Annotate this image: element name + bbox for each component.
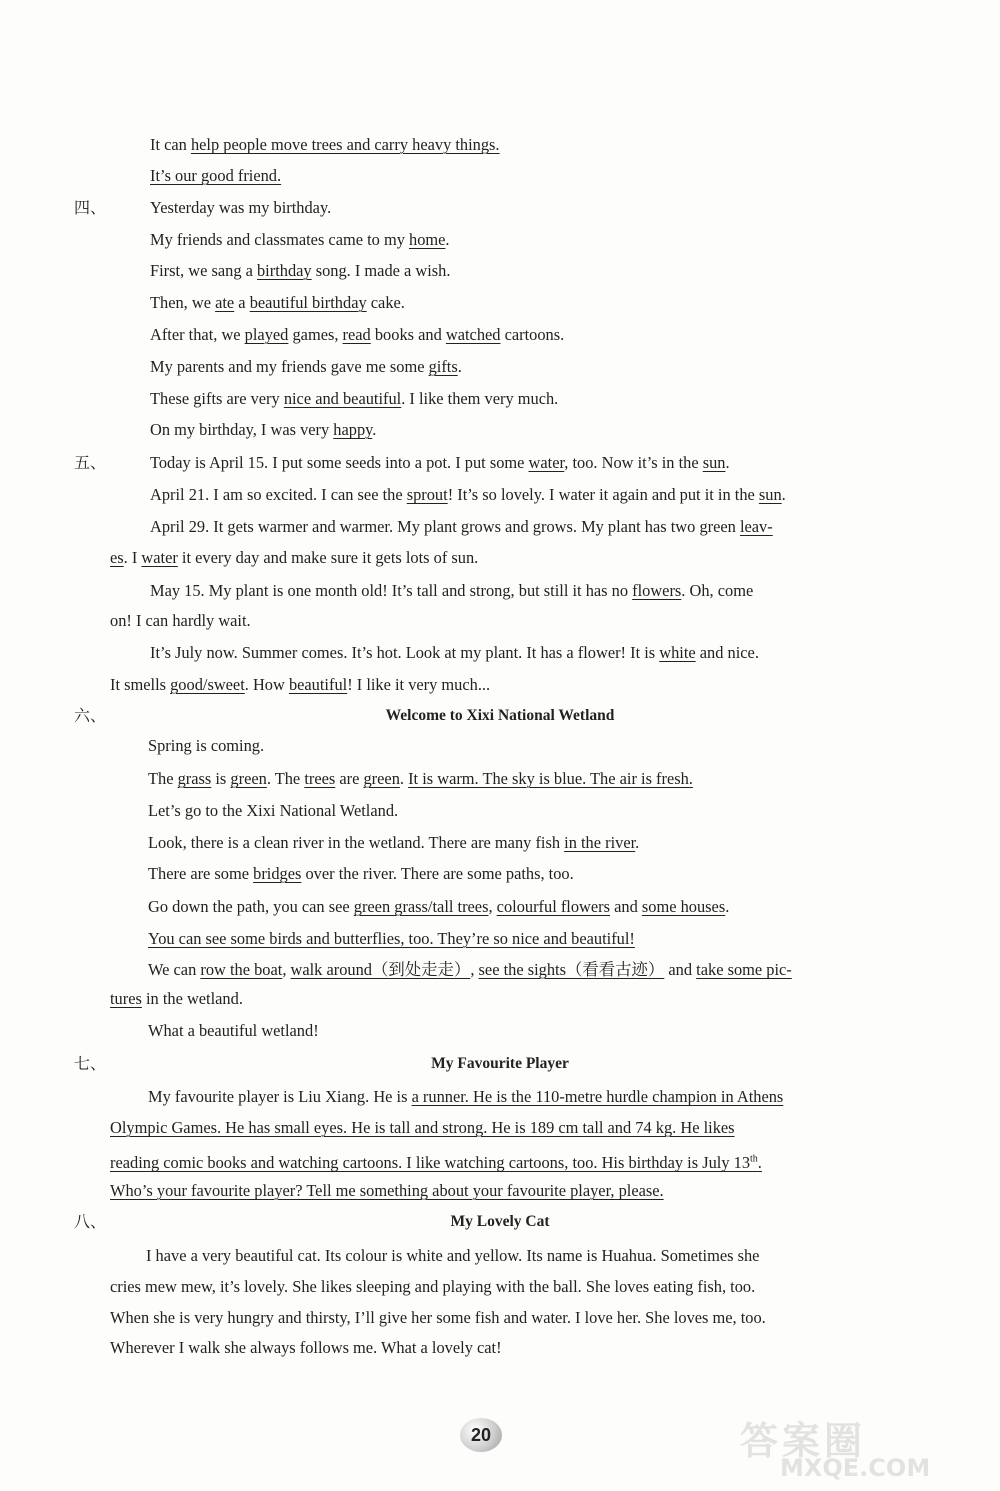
s6-title: Welcome to Xixi National Wetland bbox=[385, 707, 615, 724]
watermark-text: MXQE.COM bbox=[780, 1454, 931, 1482]
top-line-2: It’s our good friend. bbox=[150, 166, 282, 185]
s5-line-7: It’s July now. Summer comes. It’s hot. Look at my plant. It has a flower! It is white and nice. bbox=[150, 643, 759, 662]
s8-line-1: I have a very beautiful cat. Its colour is white and yellow. Its name is Huahua. Sometimes she bbox=[146, 1246, 760, 1265]
page-number-badge bbox=[460, 1418, 502, 1452]
s5-line-3: April 29. It gets warmer and warmer. My plant grows and grows. My plant has two green leav- bbox=[150, 517, 773, 536]
watermark-logo bbox=[740, 1410, 988, 1482]
section-7-label: 七、 bbox=[74, 1054, 107, 1073]
s7-line-4: Who’s your favourite player? Tell me something about your favourite player, please. bbox=[110, 1181, 664, 1200]
s6-line-2: The grass is green. The trees are green. It is warm. The sky is blue. The air is fresh. bbox=[148, 769, 693, 788]
s6-line-9: tures in the wetland. bbox=[110, 989, 243, 1008]
s8-line-2: cries mew mew, it’s lovely. She likes sleeping and playing with the ball. She loves eating fish, too. bbox=[110, 1277, 756, 1296]
s7-line-1: My favourite player is Liu Xiang. He is a runner. He is the 110-metre hurdle champion in Athens bbox=[148, 1087, 784, 1106]
s6-line-5: There are some bridges over the river. There are some paths, too. bbox=[148, 864, 574, 883]
s4-line-5: After that, we played games, read books and watched cartoons. bbox=[150, 325, 565, 344]
s6-line-4: Look, there is a clean river in the wetland. There are many fish in the river. bbox=[148, 833, 640, 852]
s5-line-2: April 21. I am so excited. I can see the sprout! It’s so lovely. I water it again and put it in the sun. bbox=[150, 485, 786, 504]
page-number: 20 bbox=[470, 1424, 492, 1445]
s4-line-1: Yesterday was my birthday. bbox=[150, 198, 332, 217]
s5-line-6: on! I can hardly wait. bbox=[110, 611, 251, 630]
s6-line-3: Let’s go to the Xixi National Wetland. bbox=[148, 801, 399, 820]
section-4-label: 四、 bbox=[74, 198, 107, 217]
s7-line-3: reading comic books and watching cartoons. I like watching cartoons, too. His birthday is July 13th. bbox=[110, 1153, 762, 1173]
top-line-1: It can help people move trees and carry heavy things. bbox=[150, 135, 500, 154]
s7-line-2: Olympic Games. He has small eyes. He is tall and strong. He is 189 cm tall and 74 kg. He likes bbox=[110, 1118, 735, 1137]
section-5-label: 五、 bbox=[74, 453, 107, 472]
s5-line-1: Today is April 15. I put some seeds into a pot. I put some water, too. Now it’s in the sun. bbox=[150, 453, 730, 472]
s4-line-3: First, we sang a birthday song. I made a wish. bbox=[150, 261, 451, 280]
s4-line-8: On my birthday, I was very happy. bbox=[150, 420, 377, 439]
s8-line-4: Wherever I walk she always follows me. What a lovely cat! bbox=[110, 1338, 502, 1357]
s6-line-6: Go down the path, you can see green grass/tall trees, colourful flowers and some houses. bbox=[148, 897, 730, 916]
s8-title: My Lovely Cat bbox=[450, 1213, 550, 1230]
s6-line-7: You can see some birds and butterflies, too. They’re so nice and beautiful! bbox=[148, 929, 635, 948]
s5-line-8: It smells good/sweet. How beautiful! I like it very much... bbox=[110, 675, 491, 694]
s5-line-5: May 15. My plant is one month old! It’s tall and strong, but still it has no flowers. Oh, come bbox=[150, 581, 754, 600]
section-6-label: 六、 bbox=[74, 706, 107, 725]
s7-title: My Favourite Player bbox=[431, 1055, 569, 1072]
s4-line-4: Then, we ate a beautiful birthday cake. bbox=[150, 293, 405, 312]
s4-line-2: My friends and classmates came to my home. bbox=[150, 230, 450, 249]
s4-line-7: These gifts are very nice and beautiful. I like them very much. bbox=[150, 389, 559, 408]
s8-line-3: When she is very hungry and thirsty, I’ll give her some fish and water. I love her. She loves me, too. bbox=[110, 1308, 766, 1327]
section-8-label: 八、 bbox=[74, 1212, 107, 1231]
s6-line-8: We can row the boat, walk around（到处走走）, see the sights（看看古迹） and take some pic- bbox=[148, 960, 792, 979]
s6-line-1: Spring is coming. bbox=[148, 736, 265, 755]
s5-line-4: es. I water it every day and make sure it gets lots of sun. bbox=[110, 548, 479, 567]
s6-line-10: What a beautiful wetland! bbox=[148, 1021, 319, 1040]
s4-line-6: My parents and my friends gave me some gifts. bbox=[150, 357, 462, 376]
watermark-mark: 答案圈 bbox=[740, 1419, 867, 1463]
